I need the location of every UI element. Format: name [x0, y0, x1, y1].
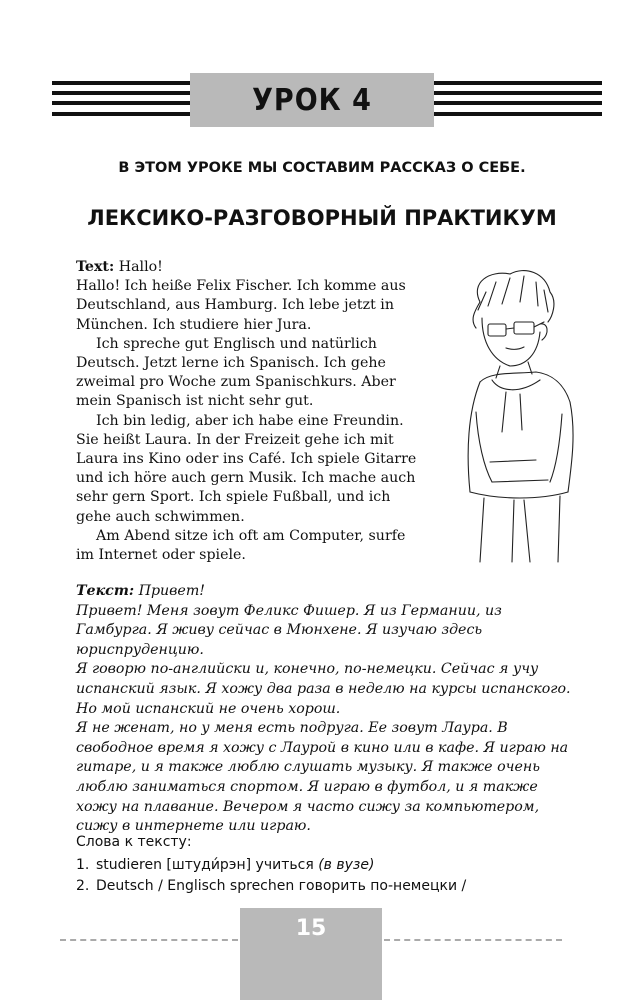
text-title: Привет! [134, 583, 205, 599]
footer-dashed-line-right [384, 939, 562, 941]
text-title: Hallo! [114, 259, 163, 275]
german-paragraph: Ich bin ledig, aber ich habe eine Freundin. Sie heißt Laura. In der Freizeit gehe ich mit Laura ins Kino oder ins Café. Ich spiele Gitarre und ich höre auch gern Musik. Ich mache auch sehr gern Sport. Ich spiele Fußball, und ich gehe auch schwimmen. [76, 412, 417, 525]
russian-paragraph: Я говорю по-английски и, конечно, по-немецки. Сейчас я учу испанский язык. Я хожу два раза в неделю на курсы испанского. Но мой испанский не очень хорош. [76, 661, 571, 717]
text-label: Текст: [76, 583, 135, 599]
russian-text [76, 582, 576, 837]
vocabulary-item [76, 855, 596, 876]
vocabulary-item [76, 876, 596, 897]
vocabulary-heading: Слова к тексту: [76, 834, 192, 850]
page-number: 15 [295, 916, 327, 941]
german-text-heading [76, 258, 426, 277]
item-text: Deutsch / Englisch sprechen говорить по-немецки / [96, 878, 467, 894]
russian-paragraph: Привет! Меня зовут Феликс Фишер. Я из Германии, из Гамбурга. Я живу сейчас в Мюнхене. Я изучаю здесь юриспруденцию. [76, 602, 502, 658]
page-number-box [240, 908, 382, 1000]
german-text [76, 258, 426, 565]
lesson-intro: В ЭТОМ УРОКЕ МЫ СОСТАВИМ РАССКАЗ О СЕБЕ. [118, 160, 526, 176]
german-paragraph: Ich spreche gut Englisch und natürlich Deutsch. Jetzt lerne ich Spanisch. Ich gehe zweimal pro Woche zum Spanischkurs. Aber mein Spanisch ist nicht sehr gut. [76, 335, 396, 410]
german-paragraph: Hallo! Ich heiße Felix Fischer. Ich komme aus Deutschland, aus Hamburg. Ich lebe jetzt in München. Ich studiere hier Jura. [76, 278, 406, 333]
header-stripes-right [434, 81, 602, 117]
russian-paragraph: Я не женат, но у меня есть подруга. Ее зовут Лаура. В свободное время я хожу с Лаурой в кино или в кафе. Я играю на гитаре, и я также люблю слушать музыку. Я также очень люблю заниматься спортом. Я играю в футбол, и я также хожу на плавание. Вечером я часто сижу за компьютером, сижу в интернете или играю. [76, 720, 569, 835]
text-label: Text: [76, 259, 115, 275]
item-number: 2. [76, 878, 90, 894]
vocabulary-list [76, 832, 596, 897]
item-number: 1. [76, 857, 90, 873]
german-paragraph: Am Abend sitze ich oft am Computer, surfe im Internet oder spiele. [76, 527, 406, 564]
item-note: (в вузе) [318, 857, 375, 873]
item-text: studieren [штуди́рэн] учиться [96, 857, 319, 873]
lesson-title: УРОК 4 [190, 73, 434, 127]
student-illustration [440, 262, 590, 567]
section-title: ЛЕКСИКО-РАЗГОВОРНЫЙ ПРАКТИКУМ [87, 206, 557, 230]
russian-text-heading [76, 582, 576, 602]
header-stripes-left [52, 81, 190, 117]
footer-dashed-line-left [60, 939, 238, 941]
